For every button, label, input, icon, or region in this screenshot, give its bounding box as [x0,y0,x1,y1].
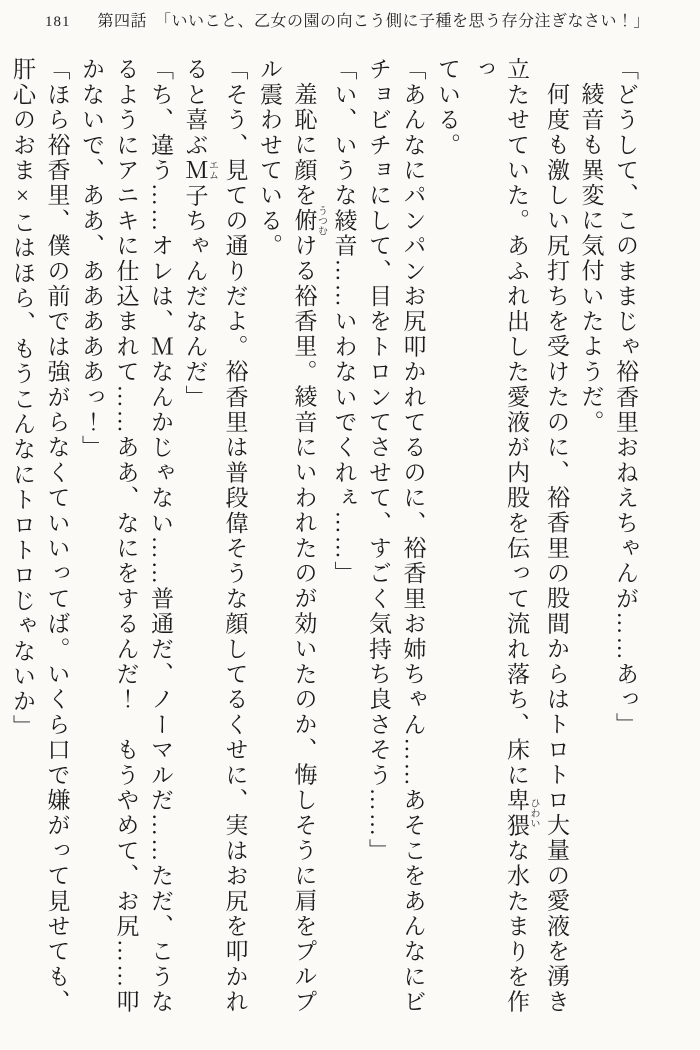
text-column: 「あんなにパンパンお尻叩かれてるのに、裕香里お姉ちゃん……あそこをあんなにビ [400,57,426,1015]
text-column: 「い、いうな綾音……いわないでくれぇ……」 [331,57,357,587]
ruby-annotated-text: 俯 うつむ [291,205,327,236]
text-column: ル震わせている。 [257,57,282,259]
text-column: ている。 [435,57,460,158]
text-column: 羞恥に顔を俯 うつむける裕香里。綾音にいわれたのが効いたのか、悔しそうに肩をプルプ [291,82,327,1015]
text-column: 「ほら裕香里、僕の前では強がらなくていいってば。いくら口で嫌がって見せても、 [44,57,70,1015]
running-head [45,8,680,31]
text-column: るようにアニキに仕込まれて……ああ、なにをするんだ！ もうやめて、お尻……叩 [113,57,139,1015]
page-body [5,57,643,1017]
chapter-title: 「いいこと、乙女の園の向こう側に子種を思う存分注ぎなさい！」 [155,13,651,30]
ruby-annotated-text: Ｍ エム [182,157,218,184]
text-column: 「ち、違う……オレは、Ｍなんかじゃない……普通だ、ノーマルだ……ただ、こうな [148,57,173,1015]
text-column: ると喜ぶＭ エム子ちゃんだなんだ」 [182,57,218,410]
text-column: 「そう、見ての通りだよ。裕香里は普段偉そうな顔してるくせに、実はお尻を叩かれ [222,57,248,1015]
text-column: 「どうして、このままじゃ裕香里おねえちゃんが……あっ」 [613,57,638,738]
ruby-annotated-text: 卑猥 ひわい [504,787,539,839]
text-column: チョビチョにして、目をトロンてさせて、すごく気持ち良さそう……」 [366,57,391,864]
text-column: 何度も激しい尻打ちを受けたのに、裕香里の股間からはトロトロ大量の愛液を湧き [544,82,569,1015]
page-number: 181 [45,14,71,30]
text-column: 肝心のおま×こはほら、もうこんなにトロトロじゃないか」 [10,57,35,740]
text-column: 綾音も異変に気付いたようだ。 [578,82,604,435]
text-column: 立たせていた。あふれ出した愛液が内股を伝って流れ落ち、床に卑猥 ひわいな水たまりを作っ [469,57,539,1015]
text-column: かないで、ああ、あああああっ！」 [79,57,104,461]
chapter-label: 第四話 [97,13,148,30]
